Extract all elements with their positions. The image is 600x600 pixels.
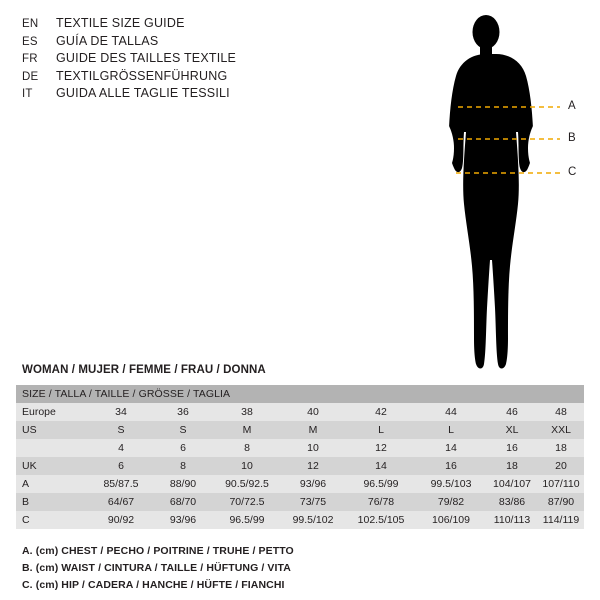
table-row xyxy=(16,439,584,457)
legend-item-chest: A. (cm) CHEST / PECHO / POITRINE / TRUHE / PETTO xyxy=(22,545,294,557)
cell: 90/92 xyxy=(90,511,152,529)
table-header-row xyxy=(16,385,584,403)
row-label: US xyxy=(16,421,90,439)
cell: M xyxy=(280,421,346,439)
table-header-label: SIZE / TALLA / TAILLE / GRÖSSE / TAGLIA xyxy=(16,385,584,403)
cell: 76/78 xyxy=(346,493,416,511)
cell: 16 xyxy=(486,439,538,457)
language-code: ES xyxy=(22,35,38,48)
cell: 83/86 xyxy=(486,493,538,511)
guide-label-b: B xyxy=(568,132,576,144)
language-title: GUIDE DES TAILLES TEXTILE xyxy=(56,51,237,65)
guide-label-a: A xyxy=(568,100,576,112)
language-title: GUIDA ALLE TAGLIE TESSILI xyxy=(56,86,230,100)
cell: 18 xyxy=(538,439,584,457)
cell: 104/107 xyxy=(486,475,538,493)
female-silhouette-icon xyxy=(400,8,600,378)
language-title-list xyxy=(22,16,352,104)
language-row xyxy=(22,86,352,104)
cell: 93/96 xyxy=(280,475,346,493)
row-label: C xyxy=(16,511,90,529)
size-table xyxy=(16,385,584,529)
cell: XL xyxy=(486,421,538,439)
cell: 102.5/105 xyxy=(346,511,416,529)
cell: 14 xyxy=(416,439,486,457)
language-code: IT xyxy=(22,88,33,100)
legend-item-hip: C. (cm) HIP / CADERA / HANCHE / HÜFTE / FIANCHI xyxy=(22,579,285,591)
cell: XXL xyxy=(538,421,584,439)
cell: 42 xyxy=(346,403,416,421)
language-code: EN xyxy=(22,18,39,30)
cell: 8 xyxy=(152,457,214,475)
cell: 106/109 xyxy=(416,511,486,529)
cell: 46 xyxy=(486,403,538,421)
language-code: DE xyxy=(22,70,39,83)
language-title: GUÍA DE TALLAS xyxy=(56,33,159,48)
cell: 96.5/99 xyxy=(346,475,416,493)
row-label: A xyxy=(16,475,90,493)
cell: 6 xyxy=(90,457,152,475)
cell: 4 xyxy=(90,439,152,457)
cell: 20 xyxy=(538,457,584,475)
language-code: FR xyxy=(22,53,38,65)
cell: S xyxy=(90,421,152,439)
guide-label-c: C xyxy=(568,166,577,178)
measurement-legend xyxy=(22,543,582,594)
cell: 40 xyxy=(280,403,346,421)
cell: 99.5/102 xyxy=(280,511,346,529)
table-row xyxy=(16,403,584,421)
cell: 6 xyxy=(152,439,214,457)
cell: 64/67 xyxy=(90,493,152,511)
cell: 8 xyxy=(214,439,280,457)
cell: 73/75 xyxy=(280,493,346,511)
row-label: B xyxy=(16,493,90,511)
cell: 79/82 xyxy=(416,493,486,511)
cell: 114/119 xyxy=(538,511,584,529)
cell: S xyxy=(152,421,214,439)
cell: 96.5/99 xyxy=(214,511,280,529)
table-row xyxy=(16,421,584,439)
cell: 14 xyxy=(346,457,416,475)
table-row xyxy=(16,457,584,475)
language-title: TEXTILGRÖSSENFÜHRUNG xyxy=(56,68,228,83)
row-label: UK xyxy=(16,457,90,475)
cell: 34 xyxy=(90,403,152,421)
cell: 44 xyxy=(416,403,486,421)
cell: 18 xyxy=(486,457,538,475)
table-caption: WOMAN / MUJER / FEMME / FRAU / DONNA xyxy=(22,364,266,376)
cell: 110/113 xyxy=(486,511,538,529)
cell: L xyxy=(416,421,486,439)
row-label: Europe xyxy=(16,403,90,421)
cell: 12 xyxy=(346,439,416,457)
language-title: TEXTILE SIZE GUIDE xyxy=(56,16,185,30)
cell: 87/90 xyxy=(538,493,584,511)
language-row xyxy=(22,16,352,34)
table-row xyxy=(16,493,584,511)
cell: 38 xyxy=(214,403,280,421)
legend-item-waist: B. (cm) WAIST / CINTURA / TAILLE / HÜFTUNG / VITA xyxy=(22,562,291,574)
cell: 10 xyxy=(214,457,280,475)
cell: M xyxy=(214,421,280,439)
cell: 88/90 xyxy=(152,475,214,493)
row-label xyxy=(16,439,90,457)
table-row xyxy=(16,511,584,529)
figure-illustration xyxy=(400,8,600,378)
cell: 16 xyxy=(416,457,486,475)
cell: 70/72.5 xyxy=(214,493,280,511)
cell: 36 xyxy=(152,403,214,421)
cell: 90.5/92.5 xyxy=(214,475,280,493)
cell: 68/70 xyxy=(152,493,214,511)
language-row xyxy=(22,34,352,52)
cell: L xyxy=(346,421,416,439)
cell: 12 xyxy=(280,457,346,475)
cell: 99.5/103 xyxy=(416,475,486,493)
cell: 85/87.5 xyxy=(90,475,152,493)
cell: 107/110 xyxy=(538,475,584,493)
table-row xyxy=(16,475,584,493)
language-row xyxy=(22,51,352,69)
language-row xyxy=(22,69,352,87)
cell: 93/96 xyxy=(152,511,214,529)
cell: 48 xyxy=(538,403,584,421)
cell: 10 xyxy=(280,439,346,457)
